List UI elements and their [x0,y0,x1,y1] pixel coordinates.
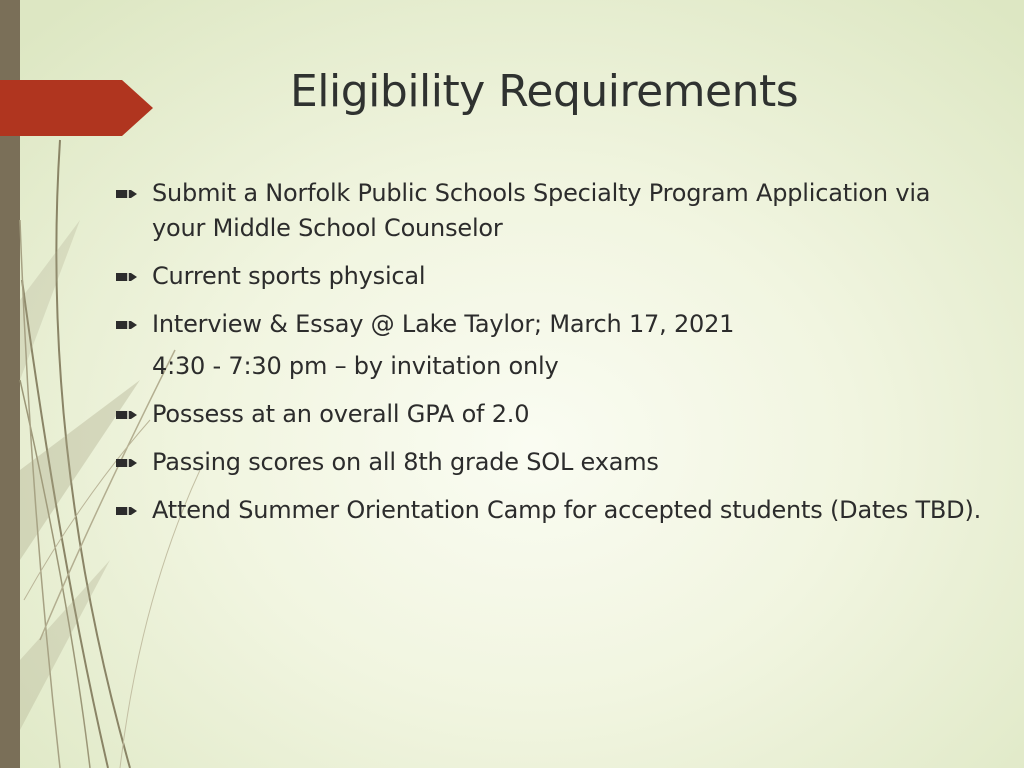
bullet-text: Attend Summer Orientation Camp for accepted students (Dates TBD). [152,496,982,524]
pencil-bullet-icon [116,504,138,518]
pencil-bullet-icon [116,318,138,332]
pencil-bullet-icon [116,187,138,201]
bullet-item [108,307,988,342]
bullet-item [108,445,988,480]
bullet-text: 4:30 - 7:30 pm – by invitation only [152,352,559,380]
pencil-bullet-icon [116,456,138,470]
title-arrow-polygon [0,80,153,136]
bullet-text: Current sports physical [152,262,426,290]
bullet-item [108,493,988,528]
bullet-list [108,176,988,541]
bullet-text: Possess at an overall GPA of 2.0 [152,400,530,428]
bullet-text: Passing scores on all 8th grade SOL exams [152,448,659,476]
pencil-bullet-icon [116,408,138,422]
bullet-item [108,176,988,246]
bullet-continuation [108,349,988,384]
pencil-bullet-icon [116,270,138,284]
bullet-item [108,259,988,294]
slide-title: Eligibility Requirements [290,66,799,117]
bullet-text: Submit a Norfolk Public Schools Specialty Program Application via your Middle School Counselor [152,179,931,242]
bullet-text: Interview & Essay @ Lake Taylor; March 17, 2021 [152,310,735,338]
bullet-item [108,397,988,432]
title-arrow-shape [0,80,153,136]
